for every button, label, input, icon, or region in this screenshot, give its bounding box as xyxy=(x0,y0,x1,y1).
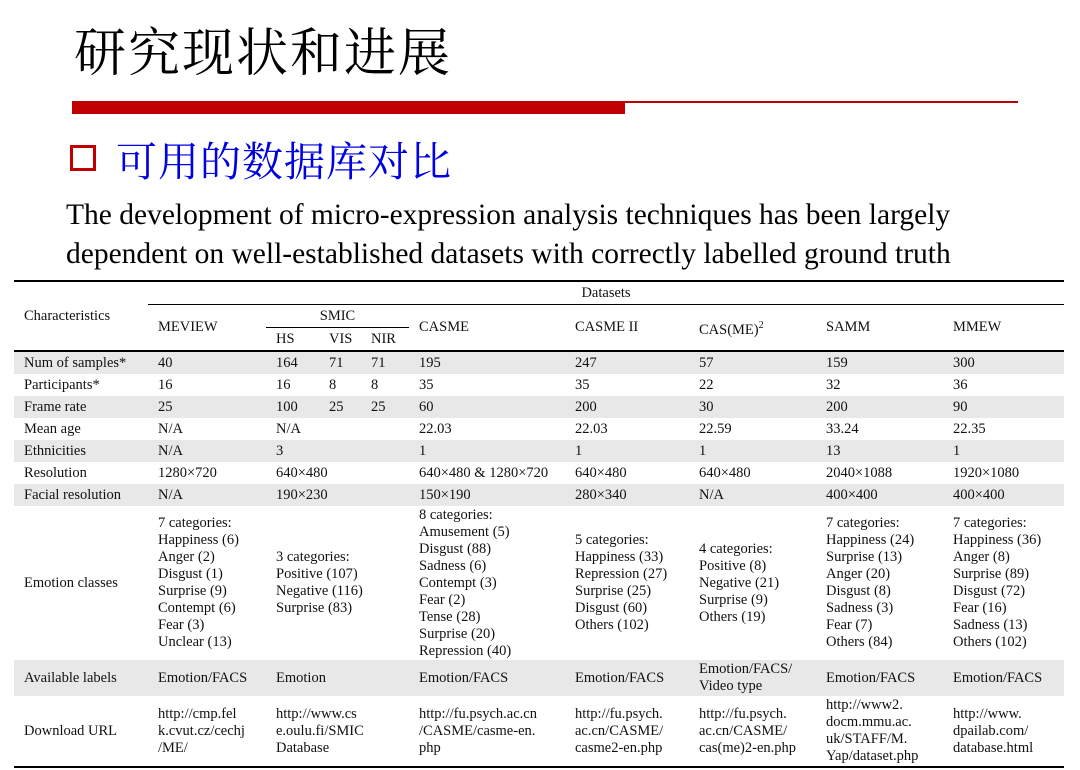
cell-line: Disgust (8) xyxy=(826,583,891,599)
row-label: Ethnicities xyxy=(14,440,148,462)
cell-line: Surprise (13) xyxy=(826,549,903,565)
url-cell-casme3 xyxy=(689,696,816,767)
cell-line: Positive (8) xyxy=(699,557,767,574)
label-cell xyxy=(148,660,266,696)
url-cell-smic xyxy=(266,696,409,767)
cell-line: Emotion/FACS xyxy=(158,669,248,686)
cell-line: http://cmp.fel xyxy=(158,705,237,722)
cell-line: Fear (7) xyxy=(826,617,873,633)
dataset-comparison-table xyxy=(14,280,1064,768)
cell-line: dpailab.com/ xyxy=(953,722,1029,739)
cell-line: Database xyxy=(276,739,330,756)
cell: 640×480 xyxy=(575,464,627,481)
cell: 8 xyxy=(329,376,337,393)
label-cell xyxy=(409,660,565,696)
header-characteristics: Characteristics xyxy=(14,281,148,351)
cell: 22.59 xyxy=(699,420,732,437)
cell: 195 xyxy=(409,351,565,374)
cell-line: Surprise (9) xyxy=(158,583,227,599)
url-cell-casme xyxy=(409,696,565,767)
cell: 22.03 xyxy=(419,420,452,437)
cell-line: Disgust (60) xyxy=(575,600,648,616)
cell: 400×400 xyxy=(943,484,1064,506)
row-label: Available labels xyxy=(14,660,148,696)
cell: 1 xyxy=(689,440,816,462)
cell-line: Emotion/FACS xyxy=(826,669,916,686)
cell: 247 xyxy=(565,351,689,374)
cell: 30 xyxy=(689,396,816,418)
row-ethnicities xyxy=(14,440,1064,462)
cell-line: Surprise (89) xyxy=(953,566,1030,582)
cell-line: Happiness (24) xyxy=(826,532,915,548)
cell-line: Others (19) xyxy=(699,608,766,625)
slide-title: 研究现状和进展 xyxy=(74,24,453,84)
square-bullet-icon xyxy=(70,145,96,171)
cell-line: Surprise (83) xyxy=(276,600,353,616)
cell: N/A xyxy=(689,484,816,506)
label-cell xyxy=(689,660,816,696)
row-label: Participants* xyxy=(24,376,100,393)
cell-line: Contempt (6) xyxy=(158,600,236,616)
cell-line: Repression (27) xyxy=(575,566,668,582)
cell-line: Yap/dataset.php xyxy=(826,748,919,764)
row-label: Mean age xyxy=(24,420,81,437)
header-mmew: MMEW xyxy=(943,305,1064,352)
cell: 2040×1088 xyxy=(826,464,893,481)
row-download-url xyxy=(14,696,1064,767)
cell: 57 xyxy=(689,351,816,374)
cell-line: Happiness (6) xyxy=(158,532,239,548)
cell: 90 xyxy=(943,396,1064,418)
cell: 8 xyxy=(371,376,379,393)
cell: 200 xyxy=(565,396,689,418)
cell: 280×340 xyxy=(565,484,689,506)
cell-line: Disgust (72) xyxy=(953,583,1026,599)
row-label: Resolution xyxy=(24,464,87,481)
header-smic-vis: VIS xyxy=(319,328,361,352)
emotion-cell-mmew xyxy=(943,506,1064,660)
intro-paragraph xyxy=(66,196,1066,274)
label-cell xyxy=(816,660,943,696)
cell: 100 xyxy=(266,396,319,418)
cell-line: 5 categories: xyxy=(575,532,649,548)
row-label: Download URL xyxy=(14,696,148,767)
cell: 32 xyxy=(826,376,841,393)
cell-line: k.cvut.cz/cechj xyxy=(158,722,245,739)
cell: 71 xyxy=(361,351,409,374)
row-label: Facial resolution xyxy=(14,484,148,506)
cell-line: Surprise (20) xyxy=(419,625,496,642)
cell-line: Surprise (9) xyxy=(699,591,768,608)
cell-line: Disgust (88) xyxy=(419,540,492,557)
cell-line: Happiness (33) xyxy=(575,549,664,565)
cell: 400×400 xyxy=(816,484,943,506)
row-participants xyxy=(14,374,1064,396)
cell: 22 xyxy=(699,376,714,393)
intro-line-1: The development of micro-expression analysis techniques has been largely xyxy=(66,199,951,231)
cell: 159 xyxy=(816,351,943,374)
cell: N/A xyxy=(276,420,301,437)
cell: 200 xyxy=(816,396,943,418)
header-casme3 xyxy=(689,305,816,352)
cell: 640×480 xyxy=(276,464,328,481)
row-emotion-classes xyxy=(14,506,1064,660)
cell-line: Unclear (13) xyxy=(158,634,232,650)
cell-line: http://www2. xyxy=(826,697,903,713)
cell-line: Anger (20) xyxy=(826,566,891,582)
cell: 36 xyxy=(953,376,968,393)
cell: 40 xyxy=(148,351,266,374)
subheading xyxy=(70,130,452,186)
cell-line: http://www. xyxy=(953,705,1022,722)
cell-line: php xyxy=(419,739,441,756)
title-underline-thin xyxy=(625,101,1018,103)
cell: 16 xyxy=(276,376,291,393)
cell: 300 xyxy=(943,351,1064,374)
cell-line: 4 categories: xyxy=(699,540,773,557)
cell-line: Surprise (25) xyxy=(575,583,652,599)
cell-line: Sadness (6) xyxy=(419,557,487,574)
cell: 1 xyxy=(943,440,1064,462)
cell-line: Emotion/FACS xyxy=(419,669,509,686)
cell-line: Sadness (3) xyxy=(826,600,894,616)
cell-line: Others (102) xyxy=(953,634,1027,650)
cell: 35 xyxy=(575,376,590,393)
cell-line: http://fu.psych.ac.cn xyxy=(419,705,537,722)
cell: 164 xyxy=(266,351,319,374)
cell: 71 xyxy=(319,351,361,374)
cell-line: Fear (2) xyxy=(419,591,466,608)
row-num-samples xyxy=(14,351,1064,374)
label-cell xyxy=(266,660,409,696)
cell-line: Tense (28) xyxy=(419,608,481,625)
cell: 1280×720 xyxy=(158,464,217,481)
cell-line: Positive (107) xyxy=(276,566,358,582)
intro-line-2: dependent on well-established datasets with correctly labelled ground truth xyxy=(66,238,951,270)
header-casme2: CASME II xyxy=(565,305,689,352)
cell: 25 xyxy=(148,396,266,418)
row-label: Emotion classes xyxy=(24,574,118,591)
emotion-cell-samm xyxy=(816,506,943,660)
cell-line: 7 categories: xyxy=(158,515,232,531)
emotion-cell-casme xyxy=(409,506,565,660)
cell-line: Contempt (3) xyxy=(419,574,497,591)
cell-line: Negative (21) xyxy=(699,574,780,591)
cell-line: ac.cn/CASME/ xyxy=(575,722,664,739)
header-smic: SMIC xyxy=(266,305,409,328)
header-samm: SAMM xyxy=(816,305,943,352)
cell: N/A xyxy=(158,420,183,437)
cell-line: Emotion/FACS/ xyxy=(699,661,793,677)
cell-line: docm.mmu.ac. xyxy=(826,714,912,730)
header-meview: MEVIEW xyxy=(148,305,266,352)
row-frame-rate xyxy=(14,396,1064,418)
subheading-text: 可用的数据库对比 xyxy=(116,137,452,186)
cell-line: /ME/ xyxy=(158,739,188,756)
cell: 25 xyxy=(319,396,361,418)
cell-line: 3 categories: xyxy=(276,549,350,565)
cell-line: uk/STAFF/M. xyxy=(826,731,908,747)
cell: 1 xyxy=(409,440,565,462)
row-facial-resolution xyxy=(14,484,1064,506)
cell: 640×480 & 1280×720 xyxy=(419,464,549,481)
cell: 1 xyxy=(565,440,689,462)
cell: 640×480 xyxy=(699,464,751,481)
cell: N/A xyxy=(148,440,266,462)
cell: 35 xyxy=(419,376,434,393)
cell-line: 8 categories: xyxy=(419,506,493,523)
header-casme: CASME xyxy=(409,305,565,352)
cell-line: database.html xyxy=(953,739,1034,756)
cell: 33.24 xyxy=(826,420,859,437)
cell-line: Anger (2) xyxy=(158,549,215,565)
cell-line: Emotion/FACS xyxy=(953,669,1043,686)
cell-line: http://www.cs xyxy=(276,705,357,722)
cell-line: Happiness (36) xyxy=(953,532,1042,548)
cell-line: Others (102) xyxy=(575,617,649,633)
cell: N/A xyxy=(148,484,266,506)
row-label: Frame rate xyxy=(14,396,148,418)
cell-line: Emotion xyxy=(276,669,326,686)
cell: 3 xyxy=(266,440,409,462)
cell: 22.03 xyxy=(575,420,608,437)
cell-line: e.oulu.fi/SMIC xyxy=(276,722,364,739)
cell: 25 xyxy=(361,396,409,418)
cell-line: http://fu.psych. xyxy=(699,705,787,722)
header-smic-hs: HS xyxy=(266,328,319,352)
row-resolution xyxy=(14,462,1064,484)
cell-line: Anger (8) xyxy=(953,549,1010,565)
url-cell-mmew xyxy=(943,696,1064,767)
cell: 60 xyxy=(409,396,565,418)
cell-line: ac.cn/CASME/ xyxy=(699,722,788,739)
emotion-cell-smic xyxy=(266,506,409,660)
cell: 22.35 xyxy=(953,420,986,437)
emotion-cell-casme3 xyxy=(689,506,816,660)
cell-line: casme2-en.php xyxy=(575,739,663,756)
cell-line: Sadness (13) xyxy=(953,617,1028,633)
header-datasets: Datasets xyxy=(148,281,1064,305)
cell-line: 7 categories: xyxy=(826,515,900,531)
cell-line: Fear (16) xyxy=(953,600,1007,616)
label-cell xyxy=(565,660,689,696)
cell-line: Video type xyxy=(699,678,763,694)
cell-line: cas(me)2-en.php xyxy=(699,739,797,756)
title-underline-thick xyxy=(72,101,625,114)
label-cell xyxy=(943,660,1064,696)
cell-line: Others (84) xyxy=(826,634,893,650)
cell-line: Fear (3) xyxy=(158,617,205,633)
cell-line: Negative (116) xyxy=(276,583,363,599)
cell-line: 7 categories: xyxy=(953,515,1027,531)
cell: 13 xyxy=(816,440,943,462)
cell-line: Repression (40) xyxy=(419,642,512,659)
cell-line: Disgust (1) xyxy=(158,566,223,582)
header-smic-nir: NIR xyxy=(361,328,409,352)
row-available-labels xyxy=(14,660,1064,696)
cell-line: http://fu.psych. xyxy=(575,705,663,722)
emotion-cell-casme2 xyxy=(565,506,689,660)
url-cell-casme2 xyxy=(565,696,689,767)
url-cell-meview xyxy=(148,696,266,767)
cell: 150×190 xyxy=(409,484,565,506)
cell-line: /CASME/casme-en. xyxy=(419,722,536,739)
url-cell-samm xyxy=(816,696,943,767)
cell: 1920×1080 xyxy=(953,464,1020,481)
cell: 190×230 xyxy=(266,484,409,506)
cell-line: Amusement (5) xyxy=(419,523,510,540)
row-label: Num of samples* xyxy=(14,351,148,374)
cell: 16 xyxy=(158,376,173,393)
emotion-cell-meview xyxy=(148,506,266,660)
header-casme3-text: CAS(ME) xyxy=(699,321,759,338)
cell-line: Emotion/FACS xyxy=(575,669,665,686)
row-mean-age xyxy=(14,418,1064,440)
header-casme3-sup: 2 xyxy=(758,319,764,331)
